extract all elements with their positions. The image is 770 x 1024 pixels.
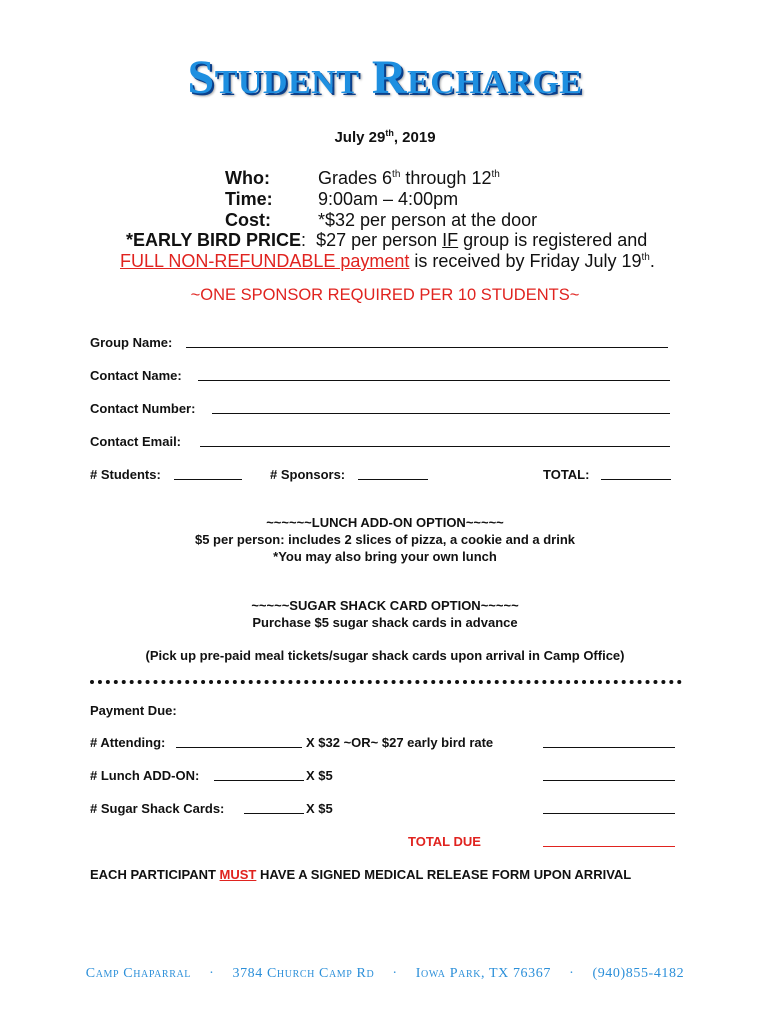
dotted-divider	[90, 680, 682, 684]
cost-value: *$32 per person at the door	[318, 210, 538, 230]
lunch-addon-rate: X $5	[306, 768, 333, 783]
sponsors-field[interactable]	[358, 479, 428, 480]
sugar-cards-field[interactable]	[244, 813, 304, 814]
group-name-field[interactable]	[186, 347, 668, 348]
payment-heading: Payment Due:	[90, 703, 177, 718]
sponsor-requirement: ~ONE SPONSOR REQUIRED PER 10 STUDENTS~	[190, 286, 580, 304]
footer-separator: ·	[392, 966, 398, 981]
lunch-heading: ~~~~~~LUNCH ADD-ON OPTION~~~~~	[266, 515, 504, 530]
contact-email-field[interactable]	[200, 446, 670, 447]
who-label: Who:	[225, 168, 270, 188]
page-title: Student Recharge	[187, 51, 583, 104]
footer-camp-name: Camp Chaparral	[85, 966, 191, 981]
non-refundable-note: FULL NON-REFUNDABLE payment	[120, 251, 410, 271]
sponsors-label: # Sponsors:	[270, 467, 346, 482]
group-name-label: Group Name:	[90, 335, 173, 350]
attending-amount-field[interactable]	[543, 747, 675, 748]
total-field[interactable]	[601, 479, 671, 480]
students-label: # Students:	[90, 467, 161, 482]
cost-label: Cost:	[225, 210, 271, 230]
contact-email-label: Contact Email:	[90, 434, 182, 449]
early-bird-deadline: FULL NON-REFUNDABLE payment is received by Friday July 19th.	[120, 251, 655, 271]
sugar-cards-rate: X $5	[306, 801, 333, 816]
footer-city: Iowa Park, TX 76367	[415, 966, 551, 981]
event-date: July 29th, 2019	[334, 128, 436, 146]
early-bird-line: *EARLY BIRD PRICE: $27 per person IF group is registered and	[126, 230, 648, 250]
students-field[interactable]	[174, 479, 242, 480]
sugar-details: Purchase $5 sugar shack cards in advance	[252, 615, 518, 630]
sugar-amount-field[interactable]	[543, 813, 675, 814]
early-bird-label: *EARLY BIRD PRICE	[126, 230, 302, 250]
footer-phone: (940)855-4182	[592, 966, 685, 981]
attending-field[interactable]	[176, 747, 302, 748]
lunch-amount-field[interactable]	[543, 780, 675, 781]
footer-separator: ·	[209, 966, 215, 981]
total-label: TOTAL:	[543, 467, 590, 482]
time-value: 9:00am – 4:00pm	[318, 189, 459, 209]
total-due-field[interactable]	[543, 846, 675, 847]
attending-label: # Attending:	[90, 735, 166, 750]
footer-contact	[0, 966, 770, 982]
time-label: Time:	[225, 189, 273, 209]
lunch-note: *You may also bring your own lunch	[273, 549, 497, 564]
contact-name-label: Contact Name:	[90, 368, 182, 383]
footer-separator: ·	[569, 966, 575, 981]
who-value: Grades 6th through 12th	[318, 168, 500, 188]
pickup-note: (Pick up pre-paid meal tickets/sugar shack cards upon arrival in Camp Office)	[145, 648, 625, 663]
medical-release-note: EACH PARTICIPANT MUST HAVE A SIGNED MEDICAL RELEASE FORM UPON ARRIVAL	[90, 867, 632, 882]
contact-number-field[interactable]	[212, 413, 670, 414]
footer-address: 3784 Church Camp Rd	[232, 966, 375, 981]
lunch-addon-label: # Lunch ADD-ON:	[90, 768, 200, 783]
sugar-heading: ~~~~~SUGAR SHACK CARD OPTION~~~~~	[251, 598, 519, 613]
sugar-cards-label: # Sugar Shack Cards:	[90, 801, 225, 816]
attending-rate: X $32 ~OR~ $27 early bird rate	[306, 735, 494, 750]
must-emphasis: MUST	[219, 867, 257, 882]
total-due-label: TOTAL DUE	[408, 834, 481, 849]
contact-number-label: Contact Number:	[90, 401, 196, 416]
contact-name-field[interactable]	[198, 380, 670, 381]
lunch-addon-field[interactable]	[214, 780, 304, 781]
lunch-details: $5 per person: includes 2 slices of pizza, a cookie and a drink	[194, 532, 575, 547]
